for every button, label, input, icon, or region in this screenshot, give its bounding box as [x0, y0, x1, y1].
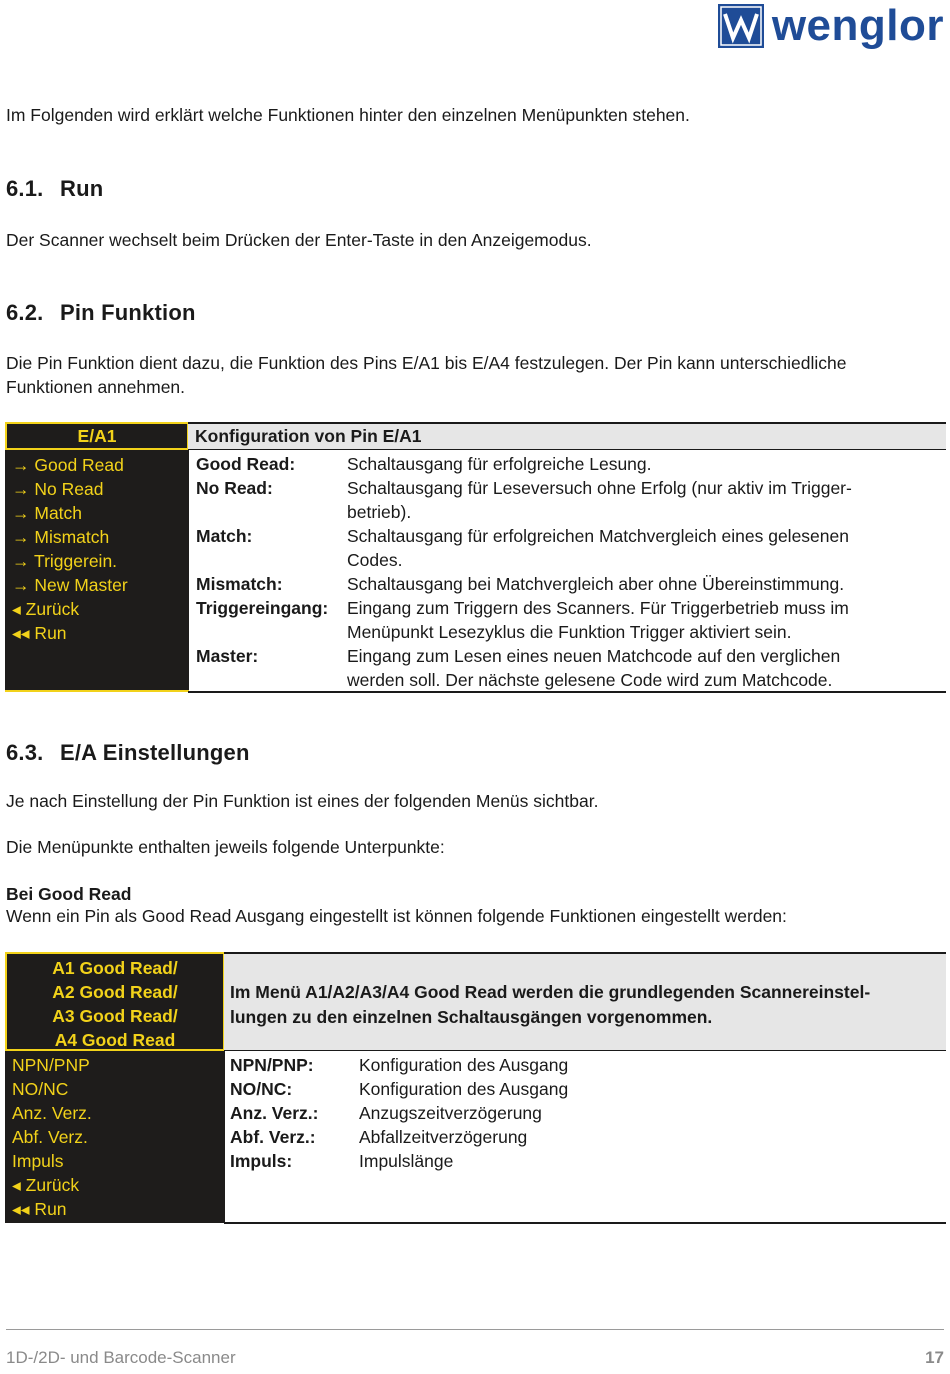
menu-title-line: A4 Good Read [54, 1030, 176, 1050]
section-number: 6.3. [6, 740, 44, 765]
desc-line: Schaltausgang für erfolgreiche Lesung. [347, 454, 652, 474]
menu-item-new-master: → New Master [12, 575, 128, 595]
menu-item-npn-pnp: NPN/PNP [12, 1055, 90, 1075]
section-6-2-heading [6, 300, 196, 326]
desc [347, 644, 946, 692]
definition-anz-verz [230, 1101, 946, 1125]
desc-line: Codes. [347, 550, 403, 570]
section-number: 6.1. [6, 176, 44, 201]
menu-column [5, 450, 189, 692]
definition-impuls [230, 1149, 946, 1173]
section-6-2-text-line-2: Funktionen annehmen. [6, 377, 186, 397]
desc: Impulslänge [359, 1151, 454, 1171]
menu-title-line: A1 Good Read/ [52, 958, 178, 978]
wenglor-logo-icon [718, 4, 764, 48]
menu-item-impuls: Impuls [12, 1151, 64, 1171]
menu-item-zurueck: ◂ Zurück [12, 599, 80, 619]
section-title: E/A Einstellungen [60, 740, 250, 765]
section-title: Pin Funktion [60, 300, 196, 325]
definition-list [196, 452, 946, 692]
menu-item-anz-verz: Anz. Verz. [12, 1103, 92, 1123]
desc: Konfiguration des Ausgang [359, 1055, 569, 1075]
term: Mismatch: [196, 574, 283, 594]
desc-line: Schaltausgang für Leseversuch ohne Erfolg (nur aktiv im Trigger- [347, 478, 852, 498]
footer-doc-title: 1D-/2D- und Barcode-Scanner [6, 1348, 236, 1367]
intro-text: Im Folgenden wird erklärt welche Funktionen hinter den einzelnen Menüpunkten stehen. [6, 105, 690, 125]
definition-master [196, 644, 946, 692]
menu-item-mismatch: → Mismatch [12, 527, 110, 547]
config-description [224, 952, 946, 1051]
section-6-3-text-line-1: Je nach Einstellung der Pin Funktion ist eines der folgenden Menüs sichtbar. [6, 791, 599, 811]
section-6-1-heading [6, 176, 103, 202]
desc-line: Eingang zum Triggern des Scanners. Für Triggerbetrieb muss im [347, 598, 849, 618]
footer-rule [6, 1329, 944, 1330]
term: Good Read: [196, 454, 296, 474]
desc-line: Schaltausgang bei Matchvergleich aber ohne Übereinstimmung. [347, 574, 845, 594]
desc-line: betrieb). [347, 502, 412, 522]
menu-item-no-nc: NO/NC [12, 1079, 69, 1099]
definition-no-read [196, 476, 946, 524]
desc [347, 572, 946, 596]
definition-npn-pnp [230, 1053, 946, 1077]
definition-mismatch [196, 572, 946, 596]
menu-title-ea1: E/A1 [5, 422, 189, 450]
desc: Anzugszeitverzögerung [359, 1103, 542, 1123]
term: NO/NC: [230, 1079, 293, 1099]
term: Triggereingang: [196, 598, 329, 618]
menu-item-match: → Match [12, 503, 83, 523]
config-line: lungen zu den einzelnen Schaltausgängen vorgenommen. [230, 1007, 713, 1027]
menu-item-abf-verz: Abf. Verz. [12, 1127, 88, 1147]
desc-line: Menüpunkt Lesezyklus die Funktion Trigger aktiviert sein. [347, 622, 792, 642]
menu-item-zurueck: ◂ Zurück [12, 1175, 80, 1195]
desc: Konfiguration des Ausgang [359, 1079, 569, 1099]
desc [347, 452, 946, 476]
table-bottom-rule [224, 1222, 946, 1224]
definition-no-nc [230, 1077, 946, 1101]
term: Impuls: [230, 1151, 293, 1171]
desc [347, 476, 946, 524]
definition-list [230, 1053, 946, 1173]
desc-line: Eingang zum Lesen eines neuen Matchcode auf den verglichen [347, 646, 841, 666]
section-6-1-text: Der Scanner wechselt beim Drücken der Enter-Taste in den Anzeigemodus. [6, 230, 592, 250]
page-number: 17 [925, 1348, 944, 1367]
wenglor-logo [718, 2, 944, 50]
config-title: Konfiguration von Pin E/A1 [188, 422, 946, 450]
menu-item-run: ◂◂ Run [12, 1199, 67, 1219]
definition-match [196, 524, 946, 572]
menu-title-line: A2 Good Read/ [52, 982, 178, 1002]
section-6-3-heading [6, 740, 250, 766]
table-bottom-rule [188, 691, 946, 693]
menu-column [5, 1051, 225, 1223]
desc-line: Schaltausgang für erfolgreichen Matchvergleich eines gelesenen [347, 526, 849, 546]
definition-abf-verz [230, 1125, 946, 1149]
section-number: 6.2. [6, 300, 44, 325]
menu-title-line: A3 Good Read/ [52, 1006, 178, 1026]
menu-item-triggerein: → Triggerein. [12, 551, 118, 571]
desc [347, 524, 946, 572]
term: Match: [196, 526, 253, 546]
section-6-3-text-line-2: Die Menüpunkte enthalten jeweils folgende Unterpunkte: [6, 837, 445, 857]
desc: Abfallzeitverzögerung [359, 1127, 528, 1147]
section-6-2-text-line-1: Die Pin Funktion dient dazu, die Funktion des Pins E/A1 bis E/A4 festzulegen. Der Pin kann unterschiedliche [6, 353, 847, 373]
definition-triggereingang [196, 596, 946, 644]
good-read-subheading: Bei Good Read [6, 884, 132, 904]
term: Abf. Verz.: [230, 1127, 316, 1147]
term: Master: [196, 646, 259, 666]
menu-item-good-read: → Good Read [12, 455, 124, 475]
menu-title-good-read [5, 952, 225, 1051]
term: Anz. Verz.: [230, 1103, 319, 1123]
config-line: Im Menü A1/A2/A3/A4 Good Read werden die grundlegenden Scannereinstel- [230, 982, 871, 1002]
menu-item-no-read: → No Read [12, 479, 104, 499]
definition-good-read [196, 452, 946, 476]
term: No Read: [196, 478, 273, 498]
section-title: Run [60, 176, 104, 201]
desc-line: werden soll. Der nächste gelesene Code wird zum Matchcode. [347, 670, 833, 690]
logo-wordmark: wenglor [771, 1, 944, 50]
good-read-text: Wenn ein Pin als Good Read Ausgang eingestellt ist können folgende Funktionen eingestellt werden: [6, 906, 787, 926]
term: NPN/PNP: [230, 1055, 314, 1075]
menu-item-run: ◂◂ Run [12, 623, 67, 643]
desc [347, 596, 946, 644]
